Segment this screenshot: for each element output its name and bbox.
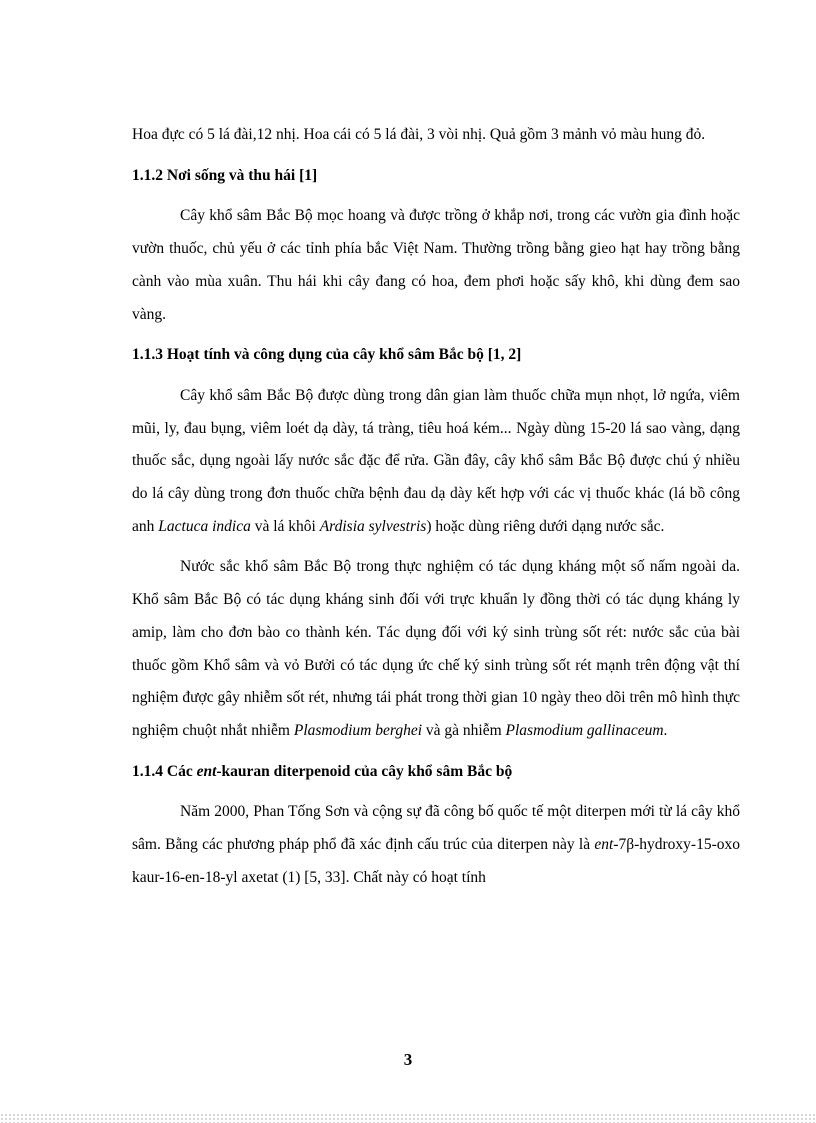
paragraph-text: Năm 2000, Phan Tống Sơn và cộng sự đã công bố quốc tế một diterpen mới từ lá cây khổ sâm. Bằng các phương pháp phổ đã xác định cấu trúc của diterpen này là bbox=[132, 803, 740, 854]
paragraph-text: Nước sắc khổ sâm Bắc Bộ trong thực nghiệm có tác dụng kháng một số nấm ngoài da. Khổ sâm Bắc Bộ có tác dụng kháng sinh đối với trực khuẩn ly đồng thời có tác dụng kháng ly amip, làm cho đơn bào co thành kén. Tác dụng đối với ký sinh trùng sốt rét: nước sắc của bài thuốc gồm Khổ sâm và vỏ Bưởi có tác dụng ức chế ký sinh trùng sốt rét mạnh trên động vật thí nghiệm được gây nhiễm sốt rét, nhưng tái phát trong thời gian 10 ngày theo dõi trên mô hình thực nghiệm chuột nhắt nhiễm bbox=[132, 558, 740, 739]
paragraph-diterpen bbox=[132, 796, 740, 894]
section-heading-1-1-2: 1.1.2 Nơi sống và thu hái [1] bbox=[132, 166, 318, 184]
paragraph-flower-description bbox=[132, 119, 740, 152]
paragraph-text: Cây khổ sâm Bắc Bộ mọc hoang và được trồng ở khắp nơi, trong các vườn gia đình hoặc vườn thuốc, chủ yếu ở các tỉnh phía bắc Việt Nam. Thường trồng bằng gieo hạt hay trồng bằng cành vào mùa xuân. Thu hái khi cây đang có hoa, đem phơi hoặc sấy khô, khi dùng đem sao vàng. bbox=[132, 207, 740, 323]
paragraph-experimental bbox=[132, 551, 740, 747]
species-name-ardisia: Ardisia sylvestris bbox=[319, 517, 427, 535]
paragraph-text: ) hoặc dùng riêng dưới dạng nước sắc. bbox=[426, 517, 665, 535]
section-heading-1-1-3: 1.1.3 Hoạt tính và công dụng của cây khổ sâm Bắc bộ [1, 2] bbox=[132, 346, 522, 364]
paragraph-uses bbox=[132, 380, 740, 544]
section-heading-1-1-4 bbox=[132, 756, 740, 789]
species-name-lactuca: Lactuca indica bbox=[158, 517, 251, 535]
page-content bbox=[132, 119, 740, 894]
paragraph-text: . bbox=[663, 721, 668, 739]
paragraph-text: và gà nhiễm bbox=[422, 721, 506, 739]
paragraph-text: -7β-hydroxy-15-oxo kaur-16-en-18-yl axetat (1) [5, 33]. Chất này có hoạt tính bbox=[132, 836, 740, 886]
paragraph-text: và lá khôi bbox=[250, 517, 320, 535]
paragraph-text: Cây khổ sâm Bắc Bộ được dùng trong dân gian làm thuốc chữa mụn nhọt, lở ngứa, viêm mũi, ly, đau bụng, viêm loét dạ dày, tá tràng, tiêu hoá kém... Ngày dùng 15-20 lá sao vàng, dạng thuốc sắc, dụng ngoài lấy nước sắc đặc để rửa. Gần đây, cây khổ sâm Bắc Bộ được chú ý nhiều do lá cây dùng trong đơn thuốc chữa bệnh đau dạ dày kết hợp với các vị thuốc khác (lá bồ công anh bbox=[132, 386, 740, 535]
heading-text: 1.1.4 Các bbox=[132, 762, 197, 780]
bottom-dotted-border bbox=[0, 1113, 816, 1123]
species-name-plasmodium-berghei: Plasmodium berghei bbox=[293, 721, 423, 739]
heading-text: -kauran diterpenoid của cây khổ sâm Bắc bộ bbox=[216, 762, 513, 780]
paragraph-text: Hoa đực có 5 lá đài,12 nhị. Hoa cái có 5 lá đài, 3 vòi nhị. Quả gồm 3 mảnh vỏ màu hung đỏ. bbox=[132, 126, 706, 143]
species-name-plasmodium-gallinaceum: Plasmodium gallinaceum bbox=[505, 721, 664, 739]
heading-ent-prefix: ent bbox=[196, 762, 217, 780]
page-number: 3 bbox=[403, 1050, 413, 1069]
ent-prefix: ent bbox=[594, 836, 614, 854]
paragraph-habitat bbox=[132, 200, 740, 331]
